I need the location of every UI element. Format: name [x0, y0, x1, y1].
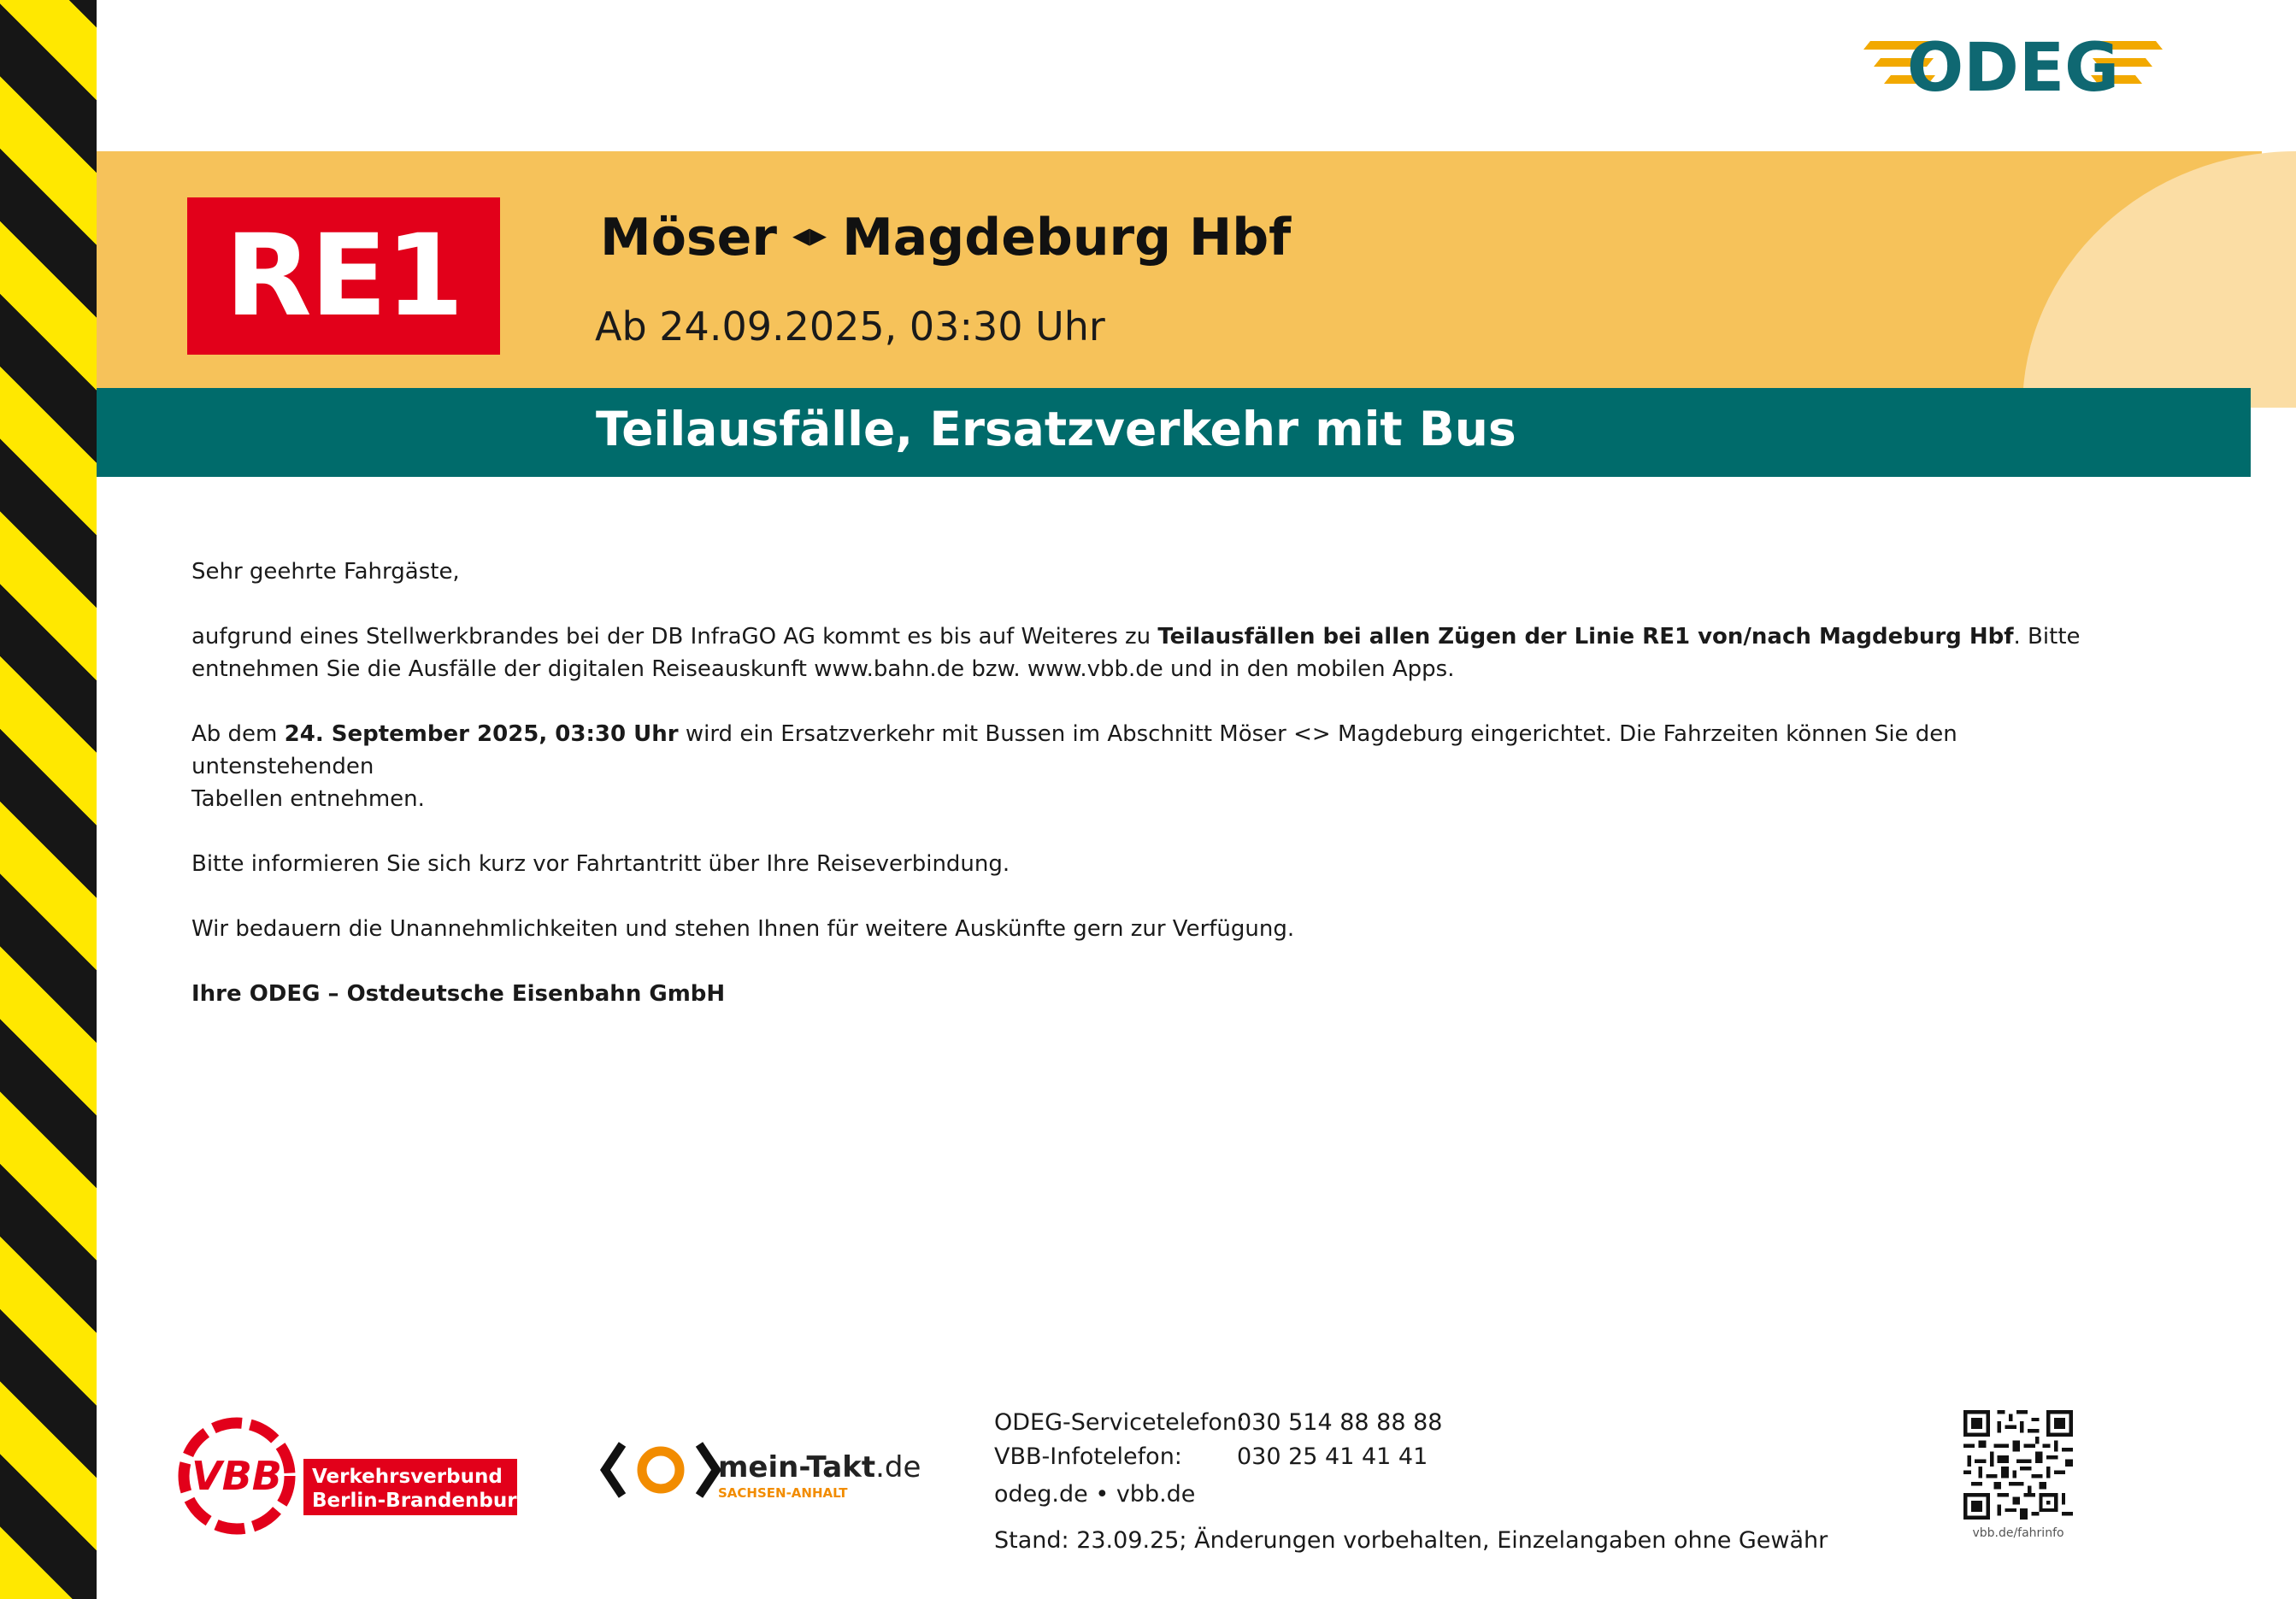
svg-text:ODEG: ODEG — [1906, 30, 2120, 107]
mein-takt-logo-graphic — [598, 1436, 921, 1504]
paragraph-3: Bitte informieren Sie sich kurz vor Fahrtantritt über Ihre Reiseverbindung. — [191, 851, 1010, 877]
paragraph-1 — [191, 620, 2089, 685]
route-to: Magdeburg Hbf — [842, 208, 1292, 267]
route-from: Möser — [600, 208, 777, 267]
mein-takt-logo — [598, 1436, 921, 1504]
line-badge: RE1 — [187, 197, 500, 355]
p2-text-a: Ab dem — [191, 721, 285, 747]
contact-label: VBB-Infotelefon: — [994, 1443, 1182, 1470]
paragraph-2 — [191, 718, 2089, 815]
p1-text-b: . Bitte — [2013, 624, 2081, 650]
p1-text-bold: Teilausfällen bei allen Zügen der Linie RE1 von/nach Magdeburg Hbf — [1157, 624, 2014, 650]
p2-text-line2: Tabellen entnehmen. — [191, 786, 425, 812]
p2-text-b: wird ein Ersatzverkehr mit Bussen im Abschnitt Möser <> Magdeburg eingerichtet. Die Fahrzeiten können Sie den untenstehenden — [191, 721, 1957, 779]
p2-text-bold: 24. September 2025, 03:30 Uhr — [284, 721, 679, 747]
svg-text:Verkehrsverbund: Verkehrsverbund — [312, 1466, 503, 1488]
vbb-logo — [175, 1414, 532, 1543]
contact-phone[interactable]: 030 514 88 88 88 — [1237, 1409, 1443, 1436]
bidirectional-arrow-icon: ◂▸ — [792, 215, 827, 255]
svg-text:mein-Takt.de: mein-Takt.de — [718, 1450, 921, 1484]
contact-row-vbb — [994, 1440, 1828, 1474]
route-title — [600, 208, 1291, 267]
odeg-logo — [1863, 26, 2163, 111]
paragraph-4: Wir bedauern die Unannehmlichkeiten und stehen Ihnen für weitere Auskünfte gern zur Verfügung. — [191, 916, 1295, 942]
qr-caption: vbb.de/fahrinfo — [1972, 1526, 2064, 1540]
contact-label: ODEG-Servicetelefon: — [994, 1409, 1245, 1436]
header-curve-decoration — [2022, 151, 2296, 408]
contact-block — [994, 1406, 1828, 1558]
svg-text:SACHSEN-ANHALT: SACHSEN-ANHALT — [718, 1485, 848, 1501]
p1-text-line2: entnehmen Sie die Ausfälle der digitalen Reiseauskunft www.bahn.de bzw. www.vbb.de und in den mobilen Apps. — [191, 656, 1455, 682]
hazard-stripe — [0, 0, 97, 1599]
signature — [191, 978, 2089, 1010]
stand-disclaimer: Stand: 23.09.25; Änderungen vorbehalten, Einzelangaben ohne Gewähr — [994, 1527, 1828, 1554]
notice-body — [191, 556, 2089, 1010]
greeting: Sehr geehrte Fahrgäste, — [191, 559, 460, 585]
signature-text: Ihre ODEG – Ostdeutsche Eisenbahn GmbH — [191, 981, 726, 1007]
vbb-logo-graphic — [175, 1414, 532, 1543]
contact-row-odeg — [994, 1406, 1828, 1440]
svg-text:Berlin-Brandenburg: Berlin-Brandenburg — [312, 1490, 532, 1512]
website-links[interactable]: odeg.de • vbb.de — [994, 1481, 1196, 1508]
odeg-logo-graphic — [1863, 26, 2163, 111]
qr-code-graphic — [1963, 1410, 2073, 1520]
p1-text-a: aufgrund eines Stellwerkbrandes bei der DB InfraGO AG kommt es bis auf Weiteres zu — [191, 624, 1158, 650]
contact-phone[interactable]: 030 25 41 41 41 — [1237, 1443, 1428, 1470]
valid-from-date: Ab 24.09.2025, 03:30 Uhr — [595, 303, 1105, 350]
qr-code[interactable] — [1963, 1410, 2073, 1520]
notice-subtitle: Teilausfälle, Ersatzverkehr mit Bus — [596, 402, 1516, 456]
svg-text:VBB: VBB — [191, 1453, 282, 1499]
